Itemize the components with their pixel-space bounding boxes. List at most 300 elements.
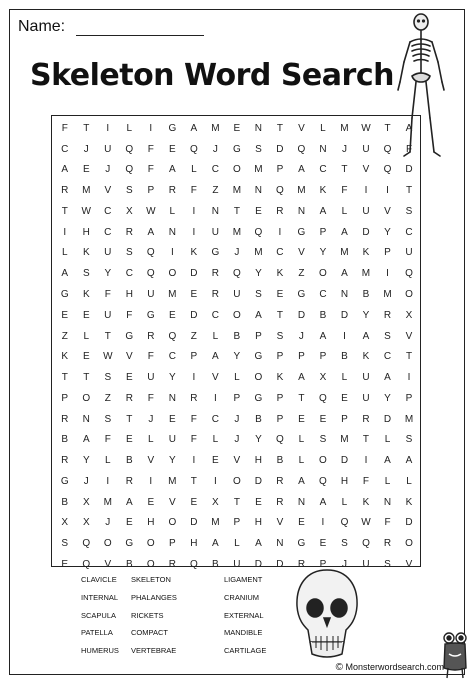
grid-letter[interactable]: M bbox=[340, 247, 349, 259]
grid-letter[interactable]: D bbox=[340, 455, 349, 467]
grid-letter[interactable]: B bbox=[233, 330, 241, 342]
grid-letter[interactable]: L bbox=[191, 164, 197, 176]
grid-letter[interactable]: A bbox=[255, 538, 262, 550]
grid-letter[interactable]: R bbox=[276, 205, 284, 217]
grid-letter[interactable]: A bbox=[405, 122, 413, 134]
grid-letter[interactable]: T bbox=[298, 392, 305, 404]
grid-letter[interactable]: W bbox=[361, 517, 371, 529]
grid-letter[interactable]: M bbox=[211, 517, 220, 529]
grid-letter[interactable]: Q bbox=[319, 475, 327, 487]
grid-letter[interactable]: R bbox=[383, 538, 392, 550]
grid-letter[interactable]: U bbox=[104, 143, 112, 155]
grid-letter[interactable]: T bbox=[384, 122, 391, 134]
grid-letter[interactable]: J bbox=[234, 434, 240, 446]
grid-letter[interactable]: T bbox=[61, 205, 68, 217]
grid-letter[interactable]: Q bbox=[383, 164, 392, 176]
grid-letter[interactable]: A bbox=[362, 330, 370, 342]
grid-letter[interactable]: I bbox=[192, 226, 196, 238]
grid-letter[interactable]: S bbox=[319, 434, 327, 446]
grid-letter[interactable]: M bbox=[383, 289, 392, 300]
grid-letter[interactable]: B bbox=[61, 434, 69, 446]
grid-letter[interactable]: R bbox=[125, 226, 133, 238]
grid-letter[interactable]: A bbox=[319, 330, 327, 342]
grid-letter[interactable]: Q bbox=[189, 558, 198, 570]
grid-letter[interactable]: G bbox=[168, 122, 177, 134]
grid-letter[interactable]: Y bbox=[233, 351, 241, 363]
grid-letter[interactable]: P bbox=[319, 351, 327, 363]
grid-letter[interactable]: D bbox=[383, 413, 392, 425]
grid-letter[interactable]: I bbox=[407, 372, 411, 384]
grid-letter[interactable]: J bbox=[148, 413, 154, 425]
grid-letter[interactable]: D bbox=[297, 309, 306, 321]
grid-letter[interactable]: W bbox=[361, 122, 371, 134]
grid-letter[interactable]: P bbox=[384, 247, 391, 259]
grid-letter[interactable]: E bbox=[82, 164, 90, 176]
grid-letter[interactable]: B bbox=[319, 309, 327, 321]
grid-letter[interactable]: O bbox=[146, 538, 155, 550]
grid-letter[interactable]: B bbox=[212, 558, 219, 570]
grid-letter[interactable]: C bbox=[211, 413, 219, 425]
grid-letter[interactable]: A bbox=[255, 309, 262, 321]
grid-letter[interactable]: F bbox=[147, 164, 154, 176]
grid-letter[interactable]: S bbox=[125, 185, 133, 197]
grid-letter[interactable]: A bbox=[147, 226, 155, 238]
grid-letter[interactable]: O bbox=[232, 164, 241, 176]
grid-letter[interactable]: B bbox=[125, 455, 133, 467]
grid-letter[interactable]: L bbox=[61, 247, 68, 259]
grid-letter[interactable]: L bbox=[83, 330, 90, 342]
grid-letter[interactable]: D bbox=[362, 226, 370, 238]
grid-letter[interactable]: J bbox=[105, 517, 111, 529]
grid-letter[interactable]: E bbox=[298, 413, 305, 425]
name-input-line[interactable] bbox=[76, 35, 204, 36]
grid-letter[interactable]: X bbox=[319, 372, 327, 384]
grid-letter[interactable]: G bbox=[297, 289, 306, 300]
grid-letter[interactable]: F bbox=[190, 434, 197, 446]
grid-letter[interactable]: K bbox=[276, 372, 284, 384]
grid-letter[interactable]: Y bbox=[384, 392, 391, 404]
grid-letter[interactable]: D bbox=[405, 164, 413, 176]
grid-letter[interactable]: T bbox=[83, 372, 90, 384]
grid-letter[interactable]: S bbox=[405, 205, 413, 217]
grid-letter[interactable]: H bbox=[254, 517, 263, 529]
grid-letter[interactable]: P bbox=[147, 185, 155, 197]
grid-letter[interactable]: O bbox=[146, 558, 155, 570]
grid-letter[interactable]: I bbox=[364, 185, 368, 197]
grid-letter[interactable]: G bbox=[254, 392, 263, 404]
grid-letter[interactable]: C bbox=[319, 164, 327, 176]
grid-letter[interactable]: N bbox=[168, 392, 176, 404]
grid-letter[interactable]: W bbox=[81, 205, 91, 217]
grid-letter[interactable]: Q bbox=[319, 392, 327, 404]
grid-letter[interactable]: O bbox=[319, 455, 327, 467]
grid-letter[interactable]: N bbox=[254, 185, 263, 197]
grid-letter[interactable]: G bbox=[125, 330, 134, 342]
grid-letter[interactable]: E bbox=[125, 434, 133, 446]
grid-letter[interactable]: H bbox=[125, 289, 133, 300]
site-name[interactable]: Monsterwordsearch.com bbox=[345, 662, 444, 672]
grid-letter[interactable]: L bbox=[341, 372, 348, 384]
grid-letter[interactable]: L bbox=[406, 475, 412, 487]
grid-letter[interactable]: E bbox=[147, 496, 155, 508]
grid-letter[interactable]: N bbox=[254, 122, 263, 134]
grid-letter[interactable]: I bbox=[321, 517, 325, 529]
grid-letter[interactable]: V bbox=[104, 185, 112, 197]
grid-letter[interactable]: Q bbox=[82, 558, 91, 570]
grid-letter[interactable]: S bbox=[255, 289, 262, 300]
grid-letter[interactable]: F bbox=[104, 289, 111, 300]
grid-letter[interactable]: Q bbox=[189, 143, 198, 155]
grid-letter[interactable]: L bbox=[384, 434, 391, 446]
grid-letter[interactable]: R bbox=[147, 330, 155, 342]
grid-letter[interactable]: R bbox=[211, 268, 219, 280]
grid-letter[interactable]: D bbox=[276, 143, 284, 155]
grid-letter[interactable]: N bbox=[211, 205, 219, 217]
grid-letter[interactable]: N bbox=[168, 226, 176, 238]
grid-letter[interactable]: A bbox=[298, 372, 305, 384]
grid-letter[interactable]: S bbox=[341, 538, 348, 550]
grid-letter[interactable]: J bbox=[83, 143, 89, 155]
grid-letter[interactable]: C bbox=[125, 268, 133, 280]
grid-letter[interactable]: A bbox=[169, 164, 176, 176]
grid-letter[interactable]: Z bbox=[61, 330, 68, 342]
grid-letter[interactable]: T bbox=[61, 372, 68, 384]
grid-letter[interactable]: R bbox=[125, 475, 133, 487]
grid-letter[interactable]: N bbox=[383, 496, 392, 508]
grid-letter[interactable]: A bbox=[61, 164, 69, 176]
grid-letter[interactable]: R bbox=[211, 289, 219, 300]
grid-letter[interactable]: L bbox=[341, 205, 348, 217]
grid-letter[interactable]: G bbox=[146, 309, 155, 321]
grid-letter[interactable]: S bbox=[276, 330, 284, 342]
grid-letter[interactable]: N bbox=[82, 413, 90, 425]
grid-letter[interactable]: F bbox=[405, 143, 413, 155]
grid-letter[interactable]: F bbox=[190, 413, 197, 425]
grid-letter[interactable]: D bbox=[254, 558, 263, 570]
grid-letter[interactable]: R bbox=[383, 309, 392, 321]
grid-letter[interactable]: F bbox=[384, 517, 391, 529]
grid-letter[interactable]: M bbox=[254, 247, 263, 259]
grid-letter[interactable]: Q bbox=[168, 330, 177, 342]
grid-letter[interactable]: Q bbox=[383, 143, 392, 155]
grid-letter[interactable]: U bbox=[211, 226, 219, 238]
grid-letter[interactable]: W bbox=[146, 205, 156, 217]
grid-letter[interactable]: A bbox=[341, 268, 348, 280]
grid-letter[interactable]: F bbox=[147, 143, 154, 155]
grid-letter[interactable]: D bbox=[340, 309, 349, 321]
grid-letter[interactable]: G bbox=[125, 538, 134, 550]
grid-letter[interactable]: V bbox=[298, 247, 305, 259]
grid-letter[interactable]: R bbox=[276, 496, 284, 508]
grid-letter[interactable]: C bbox=[168, 351, 176, 363]
grid-letter[interactable]: G bbox=[60, 475, 69, 487]
grid-letter[interactable]: N bbox=[340, 289, 349, 300]
grid-letter[interactable]: R bbox=[61, 455, 69, 467]
grid-letter[interactable]: R bbox=[362, 413, 370, 425]
grid-letter[interactable]: C bbox=[383, 351, 392, 363]
grid-letter[interactable]: I bbox=[278, 226, 282, 238]
grid-letter[interactable]: U bbox=[362, 205, 370, 217]
grid-letter[interactable]: S bbox=[384, 558, 391, 570]
grid-letter[interactable]: I bbox=[213, 392, 217, 404]
grid-letter[interactable]: Q bbox=[232, 268, 241, 280]
grid-letter[interactable]: P bbox=[276, 413, 284, 425]
grid-letter[interactable]: P bbox=[169, 538, 176, 550]
grid-letter[interactable]: E bbox=[169, 143, 176, 155]
grid-letter[interactable]: N bbox=[297, 496, 306, 508]
grid-letter[interactable]: C bbox=[276, 247, 284, 259]
grid-letter[interactable]: V bbox=[298, 122, 305, 134]
grid-letter[interactable]: A bbox=[341, 226, 348, 238]
grid-letter[interactable]: I bbox=[386, 185, 389, 197]
grid-letter[interactable]: E bbox=[61, 309, 69, 321]
grid-letter[interactable]: Y bbox=[362, 309, 370, 321]
grid-letter[interactable]: S bbox=[125, 247, 133, 259]
grid-letter[interactable]: L bbox=[169, 205, 176, 217]
grid-letter[interactable]: Y bbox=[169, 372, 176, 384]
grid-letter[interactable]: F bbox=[190, 185, 197, 197]
grid-letter[interactable]: M bbox=[254, 164, 263, 176]
grid-letter[interactable]: V bbox=[405, 330, 413, 342]
grid-letter[interactable]: J bbox=[83, 475, 89, 487]
grid-letter[interactable]: P bbox=[319, 226, 327, 238]
grid-letter[interactable]: R bbox=[125, 392, 133, 404]
grid-letter[interactable]: E bbox=[233, 122, 241, 134]
grid-letter[interactable]: C bbox=[211, 309, 219, 321]
grid-letter[interactable]: J bbox=[234, 413, 240, 425]
grid-letter[interactable]: Z bbox=[104, 392, 111, 404]
grid-letter[interactable]: Y bbox=[255, 268, 262, 280]
grid-letter[interactable]: V bbox=[384, 205, 391, 217]
grid-letter[interactable]: Z bbox=[190, 330, 197, 342]
grid-letter[interactable]: B bbox=[125, 558, 133, 570]
grid-letter[interactable]: K bbox=[61, 351, 69, 363]
grid-letter[interactable]: Y bbox=[319, 247, 327, 259]
grid-letter[interactable]: H bbox=[190, 538, 198, 550]
grid-letter[interactable]: E bbox=[276, 289, 284, 300]
grid-letter[interactable]: O bbox=[168, 268, 177, 280]
grid-letter[interactable]: D bbox=[190, 309, 198, 321]
grid-letter[interactable]: G bbox=[297, 538, 306, 550]
grid-letter[interactable]: T bbox=[233, 496, 240, 508]
grid-letter[interactable]: D bbox=[276, 558, 284, 570]
grid-letter[interactable]: L bbox=[298, 455, 305, 467]
grid-letter[interactable]: P bbox=[405, 392, 413, 404]
grid-letter[interactable]: E bbox=[169, 309, 176, 321]
grid-letter[interactable]: J bbox=[212, 143, 218, 155]
grid-letter[interactable]: E bbox=[82, 351, 90, 363]
grid-letter[interactable]: A bbox=[384, 455, 391, 467]
grid-letter[interactable]: R bbox=[168, 185, 176, 197]
grid-letter[interactable]: T bbox=[233, 205, 240, 217]
grid-letter[interactable]: U bbox=[362, 558, 370, 570]
grid-letter[interactable]: T bbox=[126, 413, 133, 425]
grid-letter[interactable]: V bbox=[212, 372, 219, 384]
grid-letter[interactable]: N bbox=[276, 538, 284, 550]
grid-letter[interactable]: M bbox=[340, 434, 349, 446]
grid-letter[interactable]: D bbox=[190, 517, 198, 529]
grid-letter[interactable]: T bbox=[104, 330, 111, 342]
grid-letter[interactable]: A bbox=[298, 164, 305, 176]
grid-letter[interactable]: I bbox=[343, 330, 346, 342]
grid-letter[interactable]: A bbox=[298, 475, 305, 487]
grid-letter[interactable]: M bbox=[297, 185, 306, 197]
grid-letter[interactable]: P bbox=[233, 517, 241, 529]
grid-letter[interactable]: E bbox=[298, 517, 305, 529]
grid-letter[interactable]: M bbox=[168, 475, 177, 487]
grid-letter[interactable]: U bbox=[147, 289, 155, 300]
grid-letter[interactable]: Q bbox=[146, 268, 155, 280]
grid-letter[interactable]: K bbox=[405, 496, 413, 508]
grid-letter[interactable]: B bbox=[255, 413, 262, 425]
grid-letter[interactable]: F bbox=[147, 351, 154, 363]
grid-letter[interactable]: E bbox=[190, 289, 198, 300]
grid-letter[interactable]: K bbox=[362, 351, 370, 363]
grid-letter[interactable]: K bbox=[362, 496, 370, 508]
grid-letter[interactable]: L bbox=[148, 434, 154, 446]
grid-letter[interactable]: H bbox=[147, 517, 155, 529]
grid-letter[interactable]: U bbox=[233, 558, 241, 570]
grid-letter[interactable]: X bbox=[125, 205, 133, 217]
grid-letter[interactable]: E bbox=[319, 538, 327, 550]
grid-letter[interactable]: S bbox=[104, 413, 112, 425]
grid-letter[interactable]: L bbox=[298, 434, 305, 446]
grid-letter[interactable]: G bbox=[60, 289, 69, 300]
grid-letter[interactable]: V bbox=[276, 517, 284, 529]
grid-letter[interactable]: L bbox=[126, 122, 133, 134]
grid-letter[interactable]: Q bbox=[276, 185, 284, 197]
grid-letter[interactable]: E bbox=[82, 309, 90, 321]
grid-letter[interactable]: P bbox=[190, 351, 198, 363]
grid-letter[interactable]: U bbox=[104, 309, 112, 321]
grid-letter[interactable]: J bbox=[341, 143, 347, 155]
grid-letter[interactable]: U bbox=[362, 372, 370, 384]
grid-letter[interactable]: U bbox=[168, 434, 176, 446]
grid-letter[interactable]: C bbox=[104, 226, 112, 238]
grid-letter[interactable]: Y bbox=[104, 268, 112, 280]
grid-letter[interactable]: J bbox=[298, 330, 304, 342]
grid-letter[interactable]: B bbox=[276, 455, 284, 467]
grid-letter[interactable]: A bbox=[61, 268, 69, 280]
grid-letter[interactable]: F bbox=[147, 392, 154, 404]
grid-letter[interactable]: G bbox=[297, 226, 306, 238]
grid-letter[interactable]: R bbox=[61, 413, 69, 425]
grid-letter[interactable]: U bbox=[104, 247, 112, 259]
grid-letter[interactable]: L bbox=[212, 330, 219, 342]
grid-letter[interactable]: F bbox=[341, 185, 348, 197]
grid-letter[interactable]: T bbox=[190, 475, 197, 487]
grid-letter[interactable]: V bbox=[169, 496, 176, 508]
grid-letter[interactable]: L bbox=[384, 475, 391, 487]
grid-letter[interactable]: O bbox=[319, 268, 327, 280]
grid-letter[interactable]: V bbox=[362, 164, 370, 176]
grid-letter[interactable]: E bbox=[341, 392, 348, 404]
grid-letter[interactable]: Q bbox=[297, 143, 306, 155]
grid-letter[interactable]: X bbox=[61, 517, 69, 529]
grid-letter[interactable]: K bbox=[190, 247, 198, 259]
grid-letter[interactable]: D bbox=[405, 517, 413, 529]
grid-letter[interactable]: O bbox=[168, 517, 177, 529]
grid-letter[interactable]: S bbox=[384, 330, 391, 342]
grid-letter[interactable]: S bbox=[255, 143, 262, 155]
grid-letter[interactable]: K bbox=[276, 268, 284, 280]
grid-letter[interactable]: T bbox=[276, 309, 283, 321]
grid-letter[interactable]: U bbox=[362, 143, 370, 155]
grid-letter[interactable]: V bbox=[104, 558, 112, 570]
grid-letter[interactable]: Q bbox=[125, 164, 134, 176]
grid-letter[interactable]: I bbox=[63, 226, 67, 238]
grid-letter[interactable]: U bbox=[405, 247, 413, 259]
grid-letter[interactable]: Q bbox=[340, 517, 349, 529]
grid-letter[interactable]: C bbox=[319, 289, 327, 300]
grid-letter[interactable]: M bbox=[404, 413, 414, 425]
grid-letter[interactable]: E bbox=[169, 413, 176, 425]
grid-letter[interactable]: V bbox=[405, 558, 413, 570]
grid-letter[interactable]: R bbox=[61, 185, 69, 197]
grid-letter[interactable]: M bbox=[361, 268, 371, 280]
grid-letter[interactable]: L bbox=[234, 538, 240, 550]
grid-letter[interactable]: D bbox=[190, 268, 198, 280]
grid-letter[interactable]: Y bbox=[384, 226, 391, 238]
grid-letter[interactable]: P bbox=[255, 330, 262, 342]
grid-letter[interactable]: I bbox=[213, 475, 217, 487]
grid-letter[interactable]: O bbox=[232, 475, 241, 487]
grid-letter[interactable]: P bbox=[341, 413, 348, 425]
grid-letter[interactable]: L bbox=[320, 122, 326, 134]
grid-letter[interactable]: F bbox=[126, 309, 133, 321]
grid-letter[interactable]: J bbox=[234, 247, 240, 259]
grid-letter[interactable]: G bbox=[232, 143, 241, 155]
grid-letter[interactable]: K bbox=[319, 185, 327, 197]
grid-letter[interactable]: D bbox=[254, 475, 263, 487]
grid-letter[interactable]: M bbox=[82, 185, 91, 197]
grid-letter[interactable]: R bbox=[168, 558, 176, 570]
grid-letter[interactable]: Q bbox=[82, 538, 91, 550]
grid-letter[interactable]: V bbox=[125, 351, 133, 363]
grid-letter[interactable]: B bbox=[61, 496, 69, 508]
grid-letter[interactable]: E bbox=[61, 558, 69, 570]
grid-letter[interactable]: Q bbox=[276, 434, 284, 446]
grid-letter[interactable]: M bbox=[232, 185, 242, 197]
grid-letter[interactable]: V bbox=[233, 455, 241, 467]
grid-letter[interactable]: L bbox=[105, 455, 111, 467]
grid-letter[interactable]: V bbox=[147, 455, 155, 467]
grid-letter[interactable]: I bbox=[106, 122, 110, 134]
grid-letter[interactable]: S bbox=[104, 372, 112, 384]
grid-letter[interactable]: K bbox=[362, 247, 370, 259]
grid-letter[interactable]: O bbox=[254, 372, 263, 384]
grid-letter[interactable]: M bbox=[340, 122, 349, 134]
grid-letter[interactable]: U bbox=[233, 289, 241, 300]
grid-letter[interactable]: N bbox=[319, 143, 327, 155]
grid-letter[interactable]: M bbox=[168, 289, 177, 300]
grid-letter[interactable]: T bbox=[405, 185, 413, 197]
grid-letter[interactable]: Z bbox=[212, 185, 219, 197]
grid-letter[interactable]: U bbox=[362, 392, 370, 404]
grid-letter[interactable]: F bbox=[362, 475, 370, 487]
grid-letter[interactable]: R bbox=[190, 392, 198, 404]
grid-letter[interactable]: P bbox=[276, 351, 284, 363]
grid-letter[interactable]: T bbox=[341, 164, 348, 176]
grid-letter[interactable]: M bbox=[211, 122, 220, 134]
grid-letter[interactable]: I bbox=[364, 455, 368, 467]
grid-letter[interactable]: X bbox=[405, 309, 413, 321]
grid-letter[interactable]: Q bbox=[254, 226, 263, 238]
grid-letter[interactable]: I bbox=[386, 268, 389, 280]
grid-letter[interactable]: G bbox=[254, 351, 263, 363]
grid-letter[interactable]: Y bbox=[169, 455, 176, 467]
grid-letter[interactable]: L bbox=[212, 434, 219, 446]
